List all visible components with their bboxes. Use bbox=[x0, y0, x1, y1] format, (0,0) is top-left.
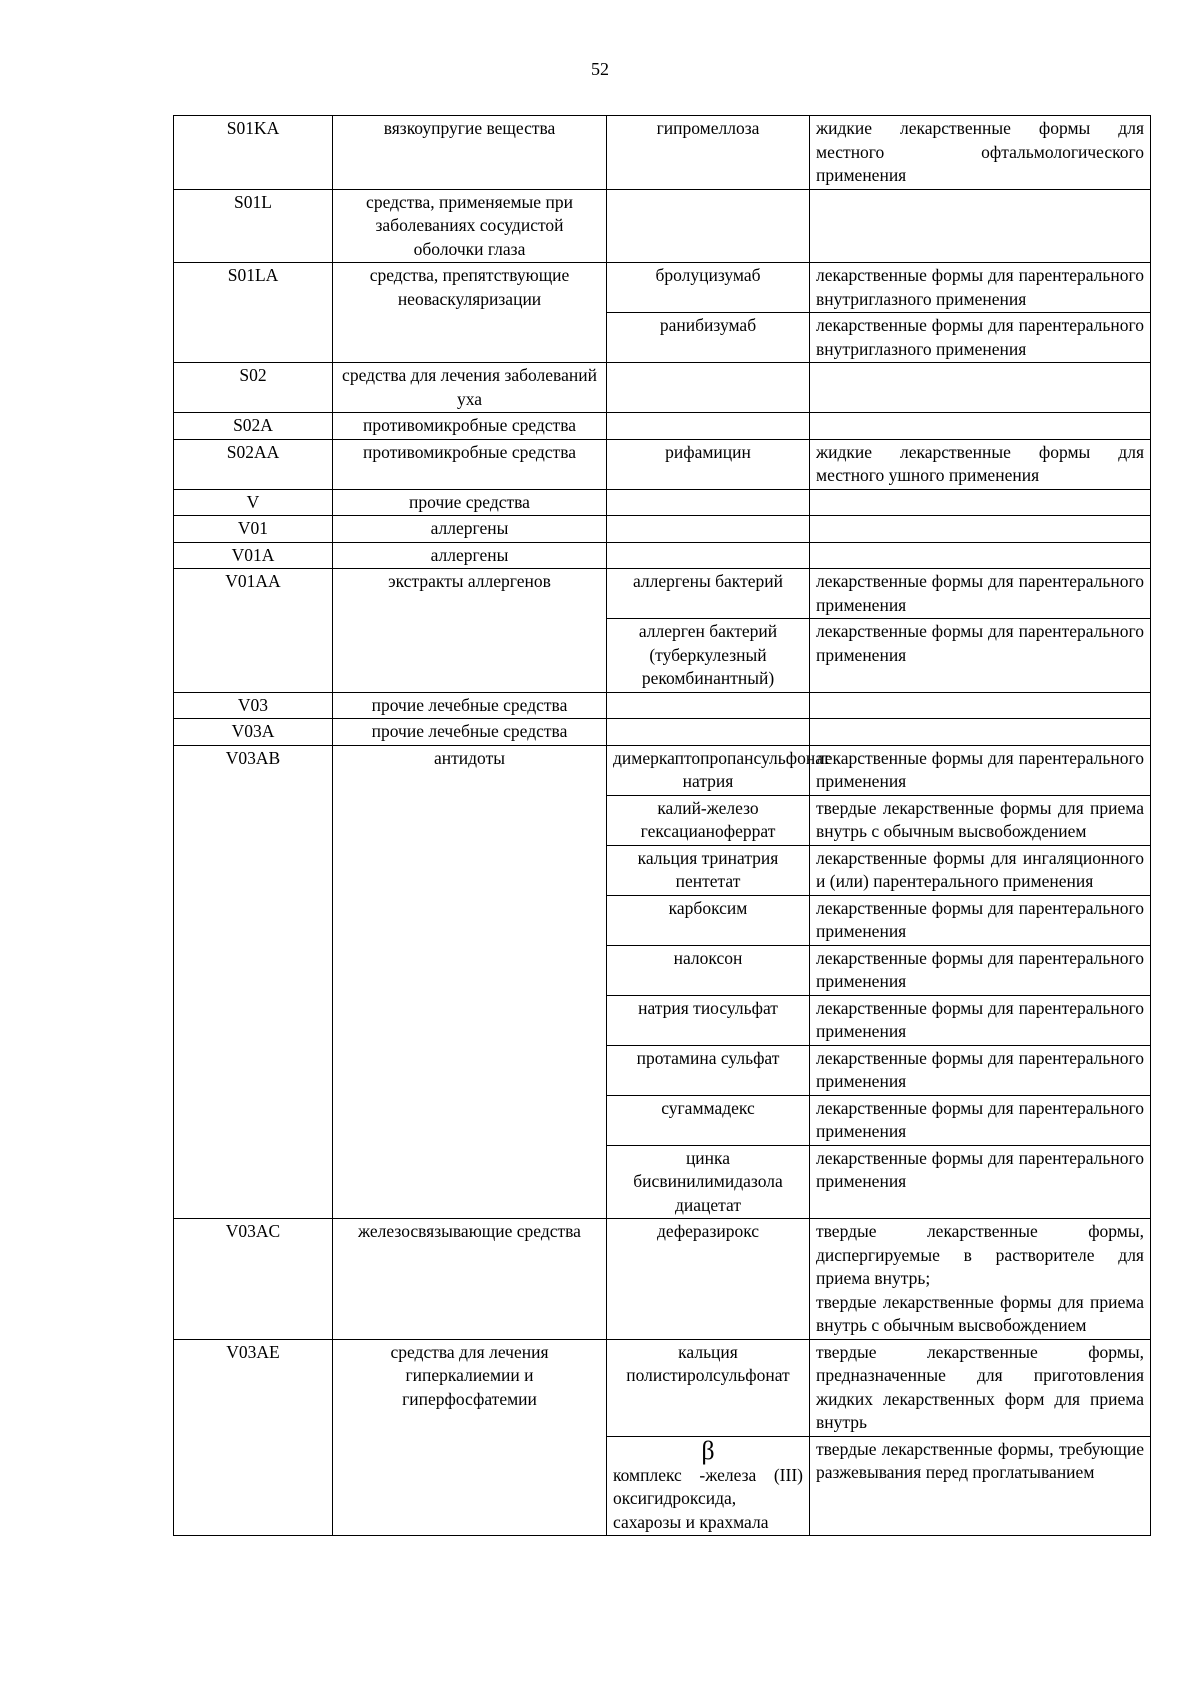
dosage-form-cell bbox=[810, 413, 1151, 440]
table-row bbox=[174, 263, 1151, 313]
dosage-form-cell: твердые лекарственные формы, диспергируемые в растворителе для приема внутрь; твердые лекарственные формы для приема внутрь с обычным высвобождением bbox=[810, 1219, 1151, 1340]
dosage-form-cell: лекарственные формы для парентерального применения bbox=[810, 745, 1151, 795]
table-row bbox=[174, 692, 1151, 719]
drug-name-cell: аллерген бактерий (туберкулезный рекомбинантный) bbox=[607, 619, 810, 693]
beta-symbol: β bbox=[701, 1435, 715, 1465]
dosage-form-cell bbox=[810, 516, 1151, 543]
anatomical-group-cell: аллергены bbox=[333, 542, 607, 569]
anatomical-group-cell: прочие лечебные средства bbox=[333, 719, 607, 746]
atc-code-cell: V03AC bbox=[174, 1219, 333, 1340]
drug-name-cell: налоксон bbox=[607, 945, 810, 995]
table-row bbox=[174, 439, 1151, 489]
drug-name-cell bbox=[607, 1436, 810, 1536]
dosage-form-cell: лекарственные формы для парентерального применения bbox=[810, 619, 1151, 693]
drug-name-cell: бролуцизумаб bbox=[607, 263, 810, 313]
dosage-form-cell: твердые лекарственные формы, требующие разжевывания перед проглатыванием bbox=[810, 1436, 1151, 1536]
drug-name-cell: кальция тринатрия пентетат bbox=[607, 845, 810, 895]
anatomical-group-cell: прочие лечебные средства bbox=[333, 692, 607, 719]
page-number: 52 bbox=[591, 59, 609, 79]
dosage-form-cell: лекарственные формы для парентерального внутриглазного применения bbox=[810, 313, 1151, 363]
dosage-form-cell bbox=[810, 363, 1151, 413]
table-row bbox=[174, 542, 1151, 569]
atc-code-cell: S01L bbox=[174, 189, 333, 263]
atc-code-cell: S02AA bbox=[174, 439, 333, 489]
drug-name-cell: рифамицин bbox=[607, 439, 810, 489]
drug-name-cell: сугаммадекс bbox=[607, 1095, 810, 1145]
atc-code-cell: S02 bbox=[174, 363, 333, 413]
dosage-form-cell: лекарственные формы для парентерального применения bbox=[810, 1095, 1151, 1145]
anatomical-group-cell: средства, применяемые при заболеваниях сосудистой оболочки глаза bbox=[333, 189, 607, 263]
atc-code-cell: S01LA bbox=[174, 263, 333, 363]
dosage-form-cell bbox=[810, 542, 1151, 569]
atc-code-cell: V03A bbox=[174, 719, 333, 746]
anatomical-group-cell: средства, препятствующие неоваскуляризации bbox=[333, 263, 607, 363]
atc-code-cell: S02A bbox=[174, 413, 333, 440]
dosage-form-cell: лекарственные формы для ингаляционного и (или) парентерального применения bbox=[810, 845, 1151, 895]
atc-code-cell: V03 bbox=[174, 692, 333, 719]
dosage-form-cell: жидкие лекарственные формы для местного офтальмологического применения bbox=[810, 116, 1151, 190]
atc-code-cell: V03AE bbox=[174, 1339, 333, 1536]
anatomical-group-cell: вязкоупругие вещества bbox=[333, 116, 607, 190]
atc-code-cell: S01KA bbox=[174, 116, 333, 190]
drug-name-cell bbox=[607, 363, 810, 413]
anatomical-group-cell: железосвязывающие средства bbox=[333, 1219, 607, 1340]
drug-name-cell: протамина сульфат bbox=[607, 1045, 810, 1095]
table-row bbox=[174, 413, 1151, 440]
dosage-form-cell bbox=[810, 692, 1151, 719]
table-row bbox=[174, 516, 1151, 543]
table-row bbox=[174, 189, 1151, 263]
anatomical-group-cell: противомикробные средства bbox=[333, 413, 607, 440]
dosage-form-cell: твердые лекарственные формы для приема внутрь с обычным высвобождением bbox=[810, 795, 1151, 845]
drug-table bbox=[173, 115, 1151, 1536]
dosage-form-cell bbox=[810, 719, 1151, 746]
atc-code-cell: V01AA bbox=[174, 569, 333, 693]
table-row bbox=[174, 489, 1151, 516]
atc-code-cell: V03AB bbox=[174, 745, 333, 1219]
atc-code-cell: V01A bbox=[174, 542, 333, 569]
drug-name-cell: димеркаптопропансульфонат натрия bbox=[607, 745, 810, 795]
anatomical-group-cell: экстракты аллергенов bbox=[333, 569, 607, 693]
drug-name-cell bbox=[607, 413, 810, 440]
anatomical-group-cell: аллергены bbox=[333, 516, 607, 543]
drug-name-cell: карбоксим bbox=[607, 895, 810, 945]
dosage-form-cell: лекарственные формы для парентерального внутриглазного применения bbox=[810, 263, 1151, 313]
drug-name-cell: калий-железо гексацианоферрат bbox=[607, 795, 810, 845]
table-row bbox=[174, 745, 1151, 795]
dosage-form-cell: лекарственные формы для парентерального применения bbox=[810, 1045, 1151, 1095]
drug-name-cell bbox=[607, 692, 810, 719]
dosage-form-cell: твердые лекарственные формы, предназначенные для приготовления жидких лекарственных форм для приема внутрь bbox=[810, 1339, 1151, 1436]
dosage-form-cell: лекарственные формы для парентерального применения bbox=[810, 569, 1151, 619]
drug-name-cell bbox=[607, 489, 810, 516]
dosage-form-cell: лекарственные формы для парентерального применения bbox=[810, 995, 1151, 1045]
atc-code-cell: V01 bbox=[174, 516, 333, 543]
anatomical-group-cell: прочие средства bbox=[333, 489, 607, 516]
drug-name-cell bbox=[607, 542, 810, 569]
anatomical-group-cell: противомикробные средства bbox=[333, 439, 607, 489]
table-row bbox=[174, 569, 1151, 619]
anatomical-group-cell: средства для лечения заболеваний уха bbox=[333, 363, 607, 413]
dosage-form-cell bbox=[810, 489, 1151, 516]
dosage-form-cell: лекарственные формы для парентерального применения bbox=[810, 945, 1151, 995]
dosage-form-cell: лекарственные формы для парентерального применения bbox=[810, 1145, 1151, 1219]
table-row bbox=[174, 1339, 1151, 1436]
drug-name-cell: натрия тиосульфат bbox=[607, 995, 810, 1045]
dosage-form-cell: лекарственные формы для парентерального применения bbox=[810, 895, 1151, 945]
atc-code-cell: V bbox=[174, 489, 333, 516]
anatomical-group-cell: средства для лечения гиперкалиемии и гиперфосфатемии bbox=[333, 1339, 607, 1536]
drug-name-cell bbox=[607, 189, 810, 263]
drug-name-cell bbox=[607, 516, 810, 543]
drug-name: комплекс -железа (III) оксигидроксида, сахарозы и крахмала bbox=[613, 1464, 803, 1532]
drug-name-cell: гипромеллоза bbox=[607, 116, 810, 190]
dosage-form-cell: жидкие лекарственные формы для местного ушного применения bbox=[810, 439, 1151, 489]
drug-name-cell: ранибизумаб bbox=[607, 313, 810, 363]
table-row bbox=[174, 116, 1151, 190]
dosage-form-cell bbox=[810, 189, 1151, 263]
drug-name-cell bbox=[607, 719, 810, 746]
table-row bbox=[174, 363, 1151, 413]
table-row bbox=[174, 719, 1151, 746]
table-row bbox=[174, 1219, 1151, 1340]
drug-name-cell: цинка бисвинилимидазола диацетат bbox=[607, 1145, 810, 1219]
drug-name-cell: кальция полистиролсульфонат bbox=[607, 1339, 810, 1436]
drug-name-cell: аллергены бактерий bbox=[607, 569, 810, 619]
anatomical-group-cell: антидоты bbox=[333, 745, 607, 1219]
table-body bbox=[174, 116, 1151, 1536]
drug-name-cell: деферазирокс bbox=[607, 1219, 810, 1340]
